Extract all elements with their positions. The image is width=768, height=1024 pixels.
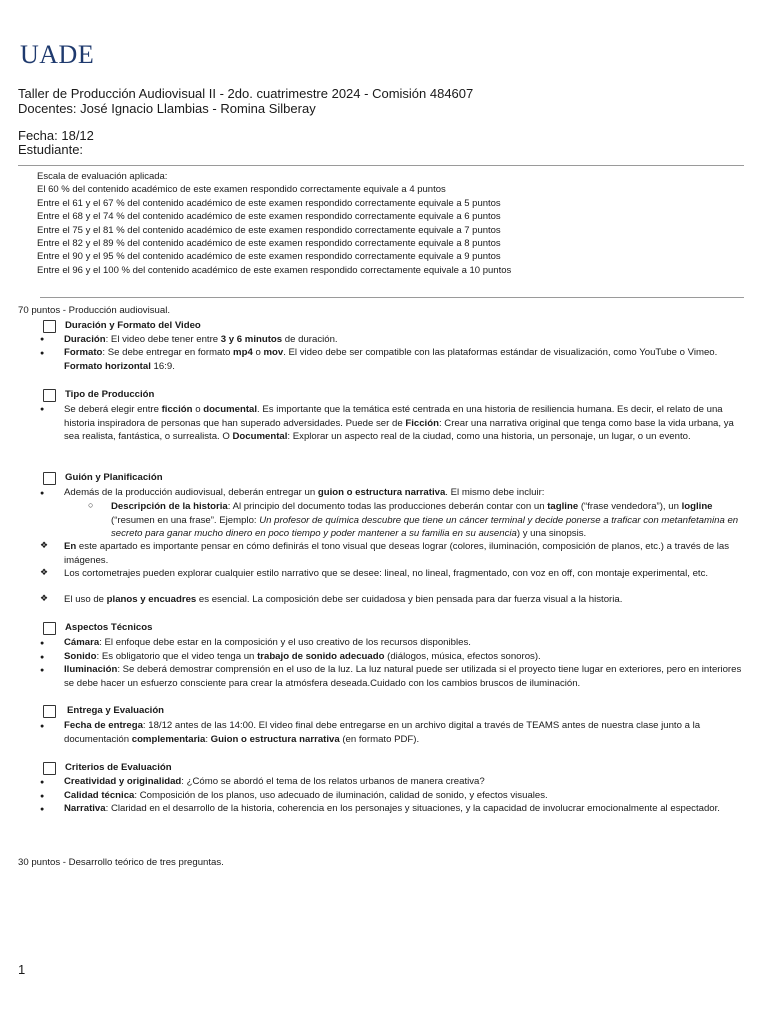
course-title: Taller de Producción Audiovisual II - 2do. cuatrimestre 2024 - Comisión 484607 xyxy=(18,86,474,101)
uade-logo: UADE xyxy=(20,40,95,69)
checkbox-icon[interactable] xyxy=(43,472,56,485)
checkbox-icon[interactable] xyxy=(43,320,56,333)
scale-line: El 60 % del contenido académico de este examen respondido correctamente equivale a 4 puntos xyxy=(37,184,446,196)
list-item: Calidad técnica: Composición de los planos, uso adecuado de iluminación, calidad de sonido, y efectos visuales. xyxy=(64,790,548,801)
scale-line: Entre el 61 y el 67 % del contenido académico de este examen respondido correctamente equivale a 5 puntos xyxy=(37,197,501,209)
list-item: Fecha de entrega: 18/12 antes de las 14:00. El video final debe entregarse en un archivo digital a través de TEAMS antes de nuestra clase junto a la documentación complementaria: Guion o estructura narrativa (en formato PDF). xyxy=(64,720,701,745)
divider-scale xyxy=(40,297,744,298)
section-title-tecnicos: Aspectos Técnicos xyxy=(65,622,153,633)
list-item: Cámara: El enfoque debe estar en la composición y el uso creativo de los recursos disponibles. xyxy=(64,637,471,648)
diamond-bullet-icon: ❖ xyxy=(40,567,49,577)
bullet-icon: ● xyxy=(40,406,45,413)
checkbox-icon[interactable] xyxy=(43,762,56,775)
bullet-icon: ● xyxy=(40,490,45,497)
list-item: Duración: El video debe tener entre 3 y 6 minutos de duración. xyxy=(64,334,338,345)
teachers: Docentes: José Ignacio Llambias - Romina Silberay xyxy=(18,101,316,116)
bullet-icon: ● xyxy=(40,336,45,343)
list-item: Sonido: Es obligatorio que el video tenga un trabajo de sonido adecuado (diálogos, música, efectos sonoros). xyxy=(64,651,541,662)
bullet-icon: ● xyxy=(40,793,45,800)
list-item: Además de la producción audiovisual, deberán entregar un guion o estructura narrativa. El mismo debe incluir: xyxy=(64,487,545,498)
scale-line: Entre el 90 y el 95 % del contenido académico de este examen respondido correctamente equivale a 9 puntos xyxy=(37,251,501,263)
bullet-icon: ● xyxy=(40,806,45,813)
page-number: 1 xyxy=(18,962,26,977)
diamond-bullet-icon: ❖ xyxy=(40,540,49,550)
part1-title: 70 puntos - Producción audiovisual. xyxy=(18,305,170,316)
scale-line: Entre el 75 y el 81 % del contenido académico de este examen respondido correctamente equivale a 7 puntos xyxy=(37,224,501,236)
divider-top xyxy=(18,165,744,166)
bullet-icon: ● xyxy=(40,779,45,786)
bullet-icon: ● xyxy=(40,667,45,674)
list-item: El uso de planos y encuadres es esencial. La composición debe ser cuidadosa y bien pensada para dar fuerza visual a la historia. xyxy=(64,594,623,605)
bullet-icon: ● xyxy=(40,640,45,647)
bullet-icon: ● xyxy=(40,654,45,661)
list-item: Descripción de la historia: Al principio del documento todas las producciones deberán contar con un tagline (“frase vendedora”), un logline (“resumen en una frase”. Ejemplo: Un profesor de química descubre que tiene un cáncer terminal y decide ponerse a traficar con metanfetamina en secreto para ganar mucho dinero en poco tiempo y poder mantener a su familia en su ausencia) y una sinopsis. xyxy=(111,501,739,540)
list-item: Los cortometrajes pueden explorar cualquier estilo narrativo que se desee: lineal, no lineal, fragmentado, con voz en off, con montaje experimental, etc. xyxy=(64,568,709,579)
scale-line: Entre el 96 y el 100 % del contenido académico de este examen respondido correctamente equivale a 10 puntos xyxy=(37,264,512,276)
list-item: Se deberá elegir entre ficción o documental. Es importante que la temática esté centrada en una historia de resiliencia humana. Es decir, el relato de una historia inspiradora de personas que han superado adversidades. Puede ser de Ficción: Crear una narrativa original que tenga como base la vida urbana, ya sea realista, fantástica, o surrealista. O Documental: Explorar un aspecto real de la ciudad, como una historia, un personaje, un lugar, o un evento. xyxy=(64,404,734,443)
section-title-entrega: Entrega y Evaluación xyxy=(67,705,165,716)
list-item: Formato: Se debe entregar en formato mp4 o mov. El video debe ser compatible con las plataformas estándar de visualización, como YouTube o Vimeo. Formato horizontal 16:9. xyxy=(64,347,718,372)
list-item: Iluminación: Se deberá demostrar comprensión en el uso de la luz. La luz natural puede ser utilizada si el proyecto tiene lugar en exteriores, pero en interiores se debe hacer un esfuerzo consciente para crear la atmósfera deseada.Cuidado con los cambios bruscos de iluminación. xyxy=(64,664,742,689)
section-title-duracion: Duración y Formato del Video xyxy=(65,320,201,331)
section-title-guion: Guión y Planificación xyxy=(65,472,163,483)
circle-bullet-icon: ○ xyxy=(88,500,94,510)
section-title-tipo: Tipo de Producción xyxy=(65,389,155,400)
checkbox-icon[interactable] xyxy=(43,622,56,635)
bullet-icon: ● xyxy=(40,723,45,730)
date: Fecha: 18/12 xyxy=(18,128,94,143)
grading-scale xyxy=(37,170,511,277)
list-item: Creatividad y originalidad: ¿Cómo se abordó el tema de los relatos urbanos de manera creativa? xyxy=(64,776,485,787)
checkbox-icon[interactable] xyxy=(43,389,56,402)
checkbox-icon[interactable] xyxy=(43,705,56,718)
bullet-icon: ● xyxy=(40,350,45,357)
scale-title: Escala de evaluación aplicada: xyxy=(37,171,168,182)
list-item: Narrativa: Claridad en el desarrollo de la historia, coherencia en los personajes y situaciones, y la capacidad de involucrar emocionalmente al espectador. xyxy=(64,803,720,814)
scale-line: Entre el 82 y el 89 % del contenido académico de este examen respondido correctamente equivale a 8 puntos xyxy=(37,238,501,250)
student: Estudiante: xyxy=(18,142,84,157)
list-item: En este apartado es importante pensar en cómo definirás el tono visual que deseas lograr (colores, iluminación, composición de planos, etc.) a través de las imágenes. xyxy=(64,541,729,566)
scale-line: Entre el 68 y el 74 % del contenido académico de este examen respondido correctamente equivale a 6 puntos xyxy=(37,211,501,223)
part2-title: 30 puntos - Desarrollo teórico de tres preguntas. xyxy=(18,857,224,868)
diamond-bullet-icon: ❖ xyxy=(40,593,49,603)
section-title-criterios: Criterios de Evaluación xyxy=(65,762,172,773)
